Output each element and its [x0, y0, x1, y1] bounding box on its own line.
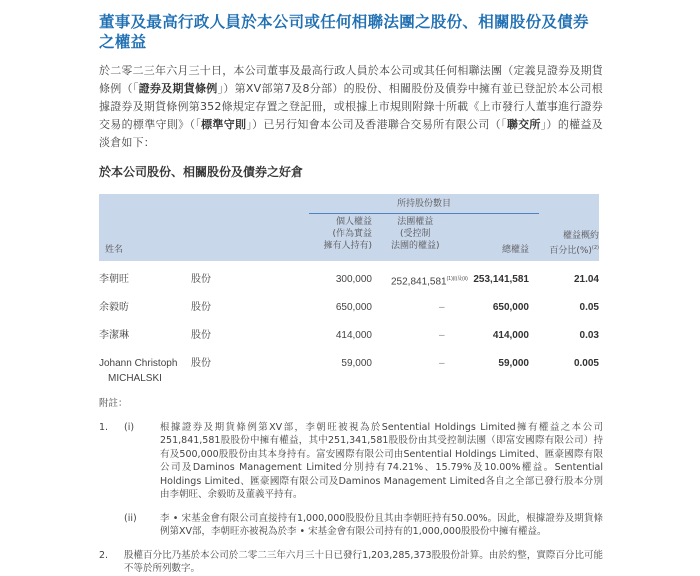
intro-text: 」）第XV部第7及8分部）的股份、相關股份及債券中擁有並已登記於本公司根據證券及期貨條例第352條規定存置之登記冊，或根據上市規則附錄十所載《上市發行人董事進行證券交易的標準守則》（「	[99, 82, 603, 131]
note-text: 股權百分比乃基於本公司於二零二三年六月三十日已發行1,203,285,373股股份計算。由於約整，實際百分比可能不等於所列數字。	[124, 549, 603, 574]
intro-term: 聯交所	[506, 118, 541, 131]
intro-text: 」）已另行知會本公司及香港聯合交易所有限公司（「	[246, 118, 507, 131]
table-header	[99, 194, 599, 261]
cell-total: 650,000	[492, 302, 529, 313]
table-row	[99, 323, 599, 351]
header-line: (受控制	[400, 229, 431, 239]
group-divider	[309, 213, 539, 214]
note-subnumber: (ii)	[124, 512, 137, 524]
table-row	[99, 351, 599, 387]
cell-personal: 414,000	[335, 330, 372, 341]
cell-type: 股份	[191, 330, 211, 341]
cell-pct: 0.05	[579, 302, 599, 313]
table-row	[99, 295, 599, 323]
intro-term: 證券及期貨條例	[138, 82, 218, 95]
cell-personal: 59,000	[341, 358, 372, 369]
header-corporate	[391, 216, 440, 252]
document	[99, 0, 603, 576]
note-1-i	[99, 421, 603, 502]
cell-name: 余毅昉	[99, 302, 129, 313]
cell-name: 李潔琳	[99, 330, 129, 341]
cell-pct: 0.03	[579, 330, 599, 341]
intro-text: 於二零二三年六月三十日，本公司董事及最高行政人員於本公司或其任何相聯法團（定義見證券及期貨條例（「	[99, 64, 603, 95]
header-line: (作為實益	[332, 229, 372, 239]
section-title: 董事及最高行政人員於本公司或任何相聯法團之股份、相關股份及債券之權益	[99, 13, 589, 51]
note-number: 1.	[99, 421, 109, 433]
cell-name-line2: MICHALSKI	[108, 373, 162, 384]
header-total: 總權益	[501, 245, 529, 255]
cell-type: 股份	[191, 358, 211, 369]
cell-corporate: –	[439, 358, 445, 369]
header-line: 法團的權益)	[391, 241, 440, 251]
cell-total: 414,000	[492, 330, 529, 341]
cell-total: 253,141,581	[473, 274, 529, 285]
header-line: 百分比(%)	[549, 246, 592, 256]
header-name: 姓名	[105, 245, 124, 255]
subheading: 於本公司股份、相關股份及債券之好倉	[99, 165, 304, 179]
notes-heading: 附註：	[99, 398, 128, 409]
table-row	[99, 267, 599, 295]
cell-name: Johann Christoph	[99, 358, 178, 369]
footnote-ref: (1)(i)及(ii)	[446, 276, 468, 282]
header-line: 擁有人持有)	[323, 241, 372, 251]
cell-type: 股份	[191, 274, 211, 285]
intro-paragraph	[99, 62, 603, 152]
cell-total: 59,000	[498, 358, 529, 369]
intro-text: 」）的權益及淡倉如下：	[99, 118, 604, 149]
intro-term: 標準守則	[201, 118, 247, 131]
header-personal	[323, 216, 372, 252]
note-text: 李 • 宋基金會有限公司直接持有1,000,000股股份且其由李朝旺持有50.00%。因此，根據證券及期貨條例第XV部，李朝旺亦被視為於李 • 宋基金會有限公司持有的1,000,000股股份中擁有權益。	[160, 512, 603, 537]
note-number-spacer	[99, 512, 124, 539]
footnote-ref: (2)	[591, 245, 599, 251]
header-line: 權益概約	[562, 231, 599, 241]
cell-corporate	[391, 273, 468, 288]
note-text: 根據證券及期貨條例第XV部，李朝旺被視為於Sentential Holdings Limited擁有權益之本公司251,841,581股股份中擁有權益，其中251,341,581股股份由其受控制法團（即富安國際有限公司）持有及500,000股股份由其本身持有。富安國際有限公司由Sentential Holdings Limited、匯豪國際有限公司及Daminos Management Limited分別持有74.21%、15.79%及10.00%權益。Sentential Holdings Limited、匯豪國際有限公司及Daminos Management Limited各自之全部已發行股本分別由李朝旺、余毅昉及董義平持有。	[160, 421, 603, 500]
cell-pct: 21.04	[573, 274, 599, 285]
notes	[99, 397, 603, 576]
cell-name: 李朝旺	[99, 274, 129, 285]
header-line: 法團權益	[397, 217, 434, 227]
group-header: 所持股份數目	[396, 199, 451, 209]
cell-corporate: –	[439, 302, 445, 313]
table-body	[99, 267, 603, 387]
note-number: 2.	[99, 549, 109, 561]
header-line: 個人權益	[335, 217, 372, 227]
cell-corporate: –	[439, 330, 445, 341]
cell-personal: 650,000	[335, 302, 372, 313]
note-subnumber: (i)	[124, 421, 135, 433]
cell-value: 252,841,581	[391, 276, 447, 288]
cell-personal: 300,000	[335, 274, 372, 285]
note-1-ii	[99, 512, 603, 539]
note-2	[99, 549, 603, 576]
header-pct	[549, 230, 599, 257]
cell-pct: 0.005	[573, 358, 599, 369]
cell-type: 股份	[191, 302, 211, 313]
